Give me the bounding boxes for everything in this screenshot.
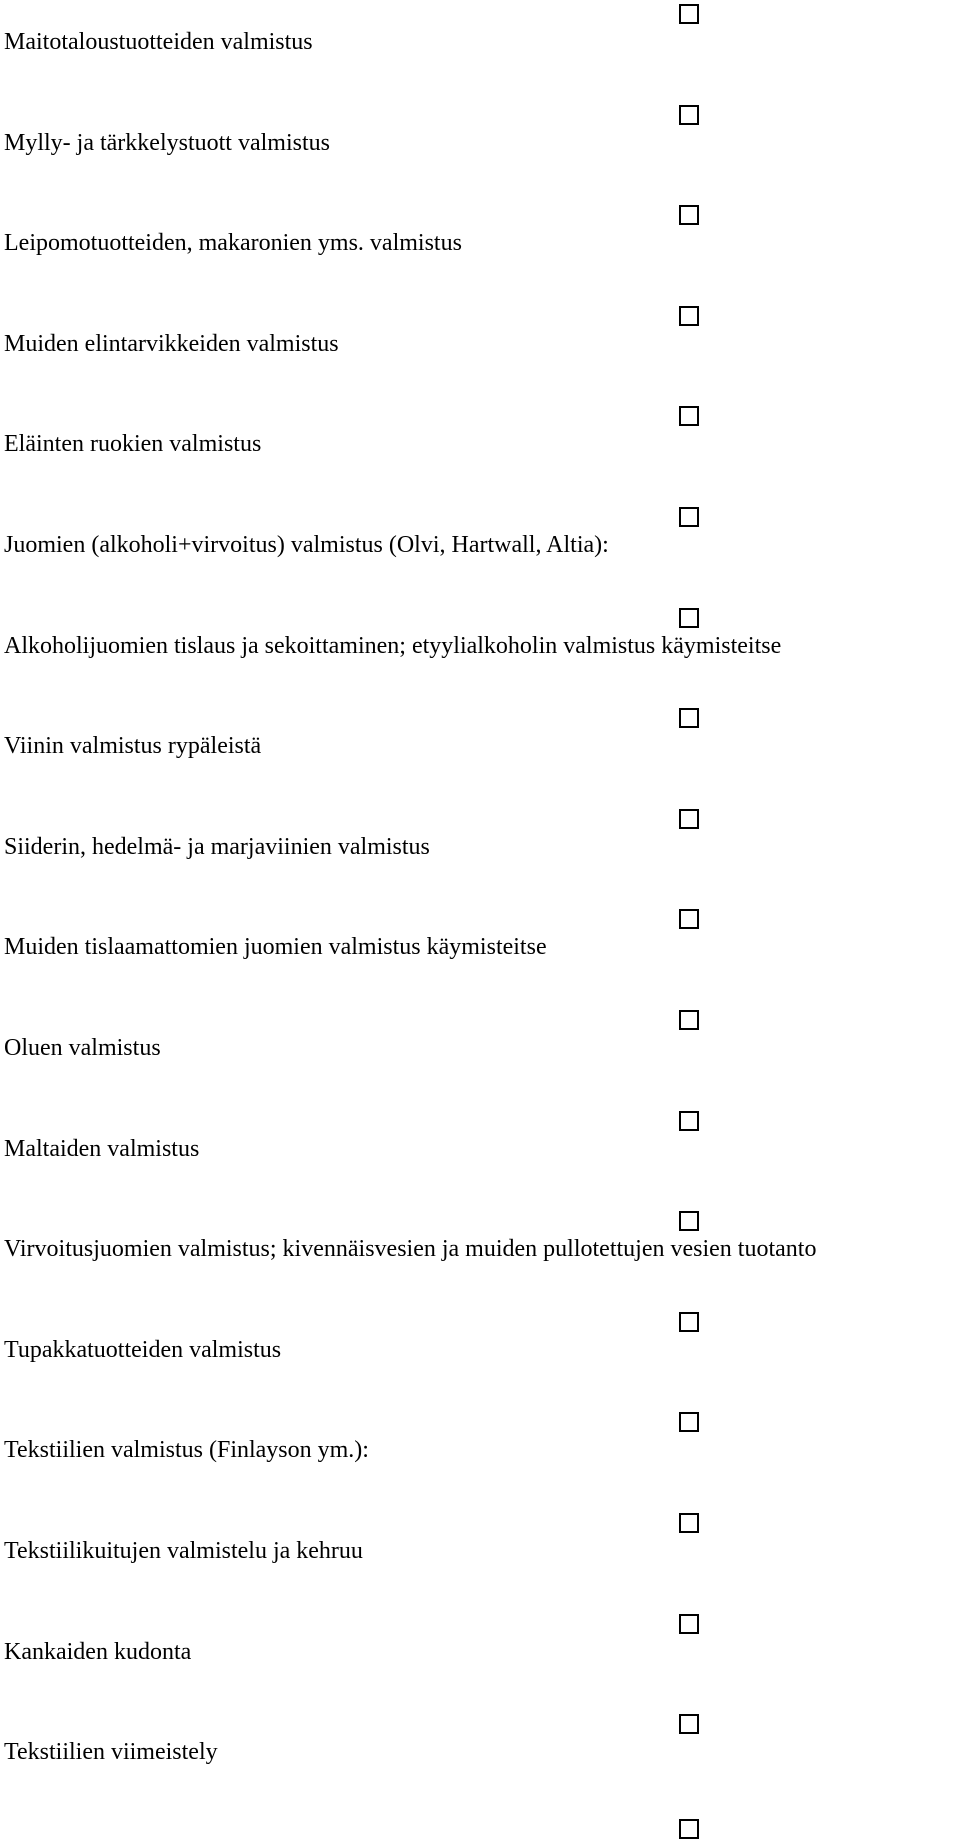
checklist-item-label: Kankaiden kudonta xyxy=(4,1639,192,1665)
checkbox[interactable] xyxy=(679,1211,699,1231)
checklist-item xyxy=(0,402,960,502)
checklist-item xyxy=(0,1509,960,1609)
checkbox[interactable] xyxy=(679,1412,699,1432)
checklist-item-label: Viinin valmistus rypäleistä xyxy=(4,733,262,759)
checklist-item-label: Tekstiilikuitujen valmistelu ja kehruu xyxy=(4,1538,363,1564)
checklist-item-label: Virvoitusjuomien valmistus; kivennäisvesien ja muiden pullotettujen vesien tuotanto xyxy=(4,1236,817,1262)
checklist-item-label: Juomien (alkoholi+virvoitus) valmistus (Olvi, Hartwall, Altia): xyxy=(4,532,609,558)
checklist-item-label: Tekstiilien valmistus (Finlayson ym.): xyxy=(4,1437,369,1463)
checklist-item-label: Alkoholijuomien tislaus ja sekoittaminen; etyylialkoholin valmistus käymisteitse xyxy=(4,633,782,659)
checkbox[interactable] xyxy=(679,809,699,829)
checklist-item xyxy=(0,302,960,402)
checklist-item xyxy=(0,1107,960,1207)
checklist-item xyxy=(0,1207,960,1307)
checklist-item xyxy=(0,604,960,704)
checklist-item-label: Oluen valmistus xyxy=(4,1035,161,1061)
checklist-item xyxy=(0,101,960,201)
checklist-item xyxy=(0,0,960,100)
checklist-item xyxy=(0,1710,960,1810)
checklist-item xyxy=(0,1610,960,1710)
checkbox[interactable] xyxy=(679,1010,699,1030)
checklist-item-label: Siiderin, hedelmä- ja marjaviinien valmistus xyxy=(4,834,430,860)
checklist-item xyxy=(0,1308,960,1408)
checkbox[interactable] xyxy=(679,306,699,326)
checkbox[interactable] xyxy=(679,406,699,426)
checkbox[interactable] xyxy=(679,909,699,929)
checklist-item-label: Tupakkatuotteiden valmistus xyxy=(4,1337,282,1363)
checkbox[interactable] xyxy=(679,1111,699,1131)
checklist-item xyxy=(0,805,960,905)
checklist-item-label: Mylly- ja tärkkelystuott valmistus xyxy=(4,130,330,156)
checklist-item xyxy=(0,201,960,301)
trailing-checkbox[interactable] xyxy=(679,1819,699,1839)
checklist-item-label: Maltaiden valmistus xyxy=(4,1136,200,1162)
checklist-item-label: Tekstiilien viimeistely xyxy=(4,1739,218,1765)
checkbox[interactable] xyxy=(679,1312,699,1332)
checkbox[interactable] xyxy=(679,1513,699,1533)
checkbox[interactable] xyxy=(679,708,699,728)
checkbox[interactable] xyxy=(679,4,699,24)
checkbox[interactable] xyxy=(679,608,699,628)
checkbox[interactable] xyxy=(679,1714,699,1734)
checklist-item-label: Muiden tislaamattomien juomien valmistus käymisteitse xyxy=(4,934,547,960)
checkbox[interactable] xyxy=(679,507,699,527)
checklist-item xyxy=(0,1408,960,1508)
checkbox[interactable] xyxy=(679,205,699,225)
checklist-item xyxy=(0,503,960,603)
checklist-item xyxy=(0,905,960,1005)
checkbox[interactable] xyxy=(679,1614,699,1634)
checklist-item-label: Muiden elintarvikkeiden valmistus xyxy=(4,331,339,357)
checkbox[interactable] xyxy=(679,105,699,125)
checklist-item xyxy=(0,1006,960,1106)
checklist-item-label: Leipomotuotteiden, makaronien yms. valmistus xyxy=(4,230,462,256)
checklist-item xyxy=(0,704,960,804)
checklist-item-label: Eläinten ruokien valmistus xyxy=(4,431,262,457)
checklist-item-label: Maitotaloustuotteiden valmistus xyxy=(4,29,313,55)
